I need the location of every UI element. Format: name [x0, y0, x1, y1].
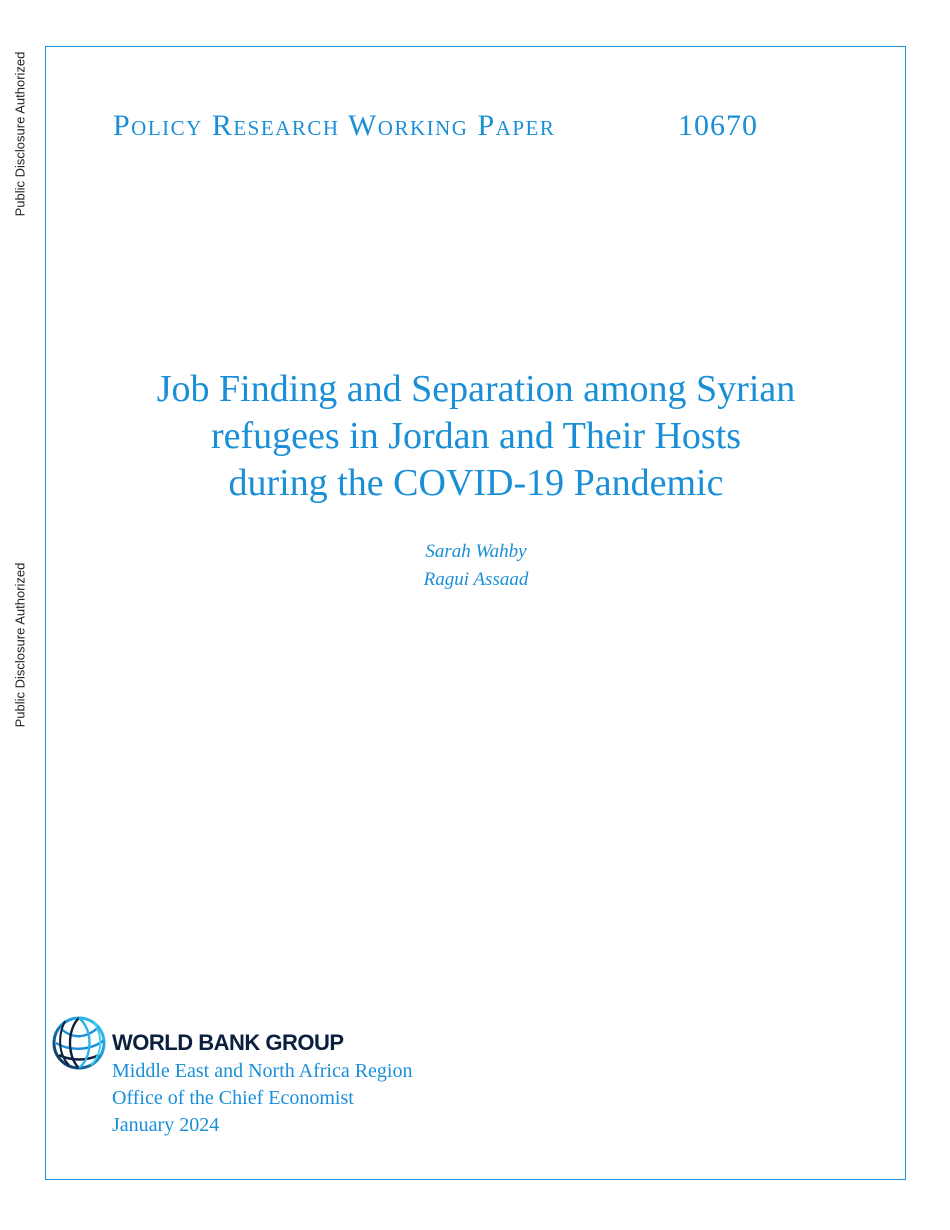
title-line-1: Job Finding and Separation among Syrian — [156, 368, 796, 410]
author-2: Ragui Assaad — [423, 569, 529, 590]
office-line: Office of the Chief Economist — [112, 1087, 354, 1109]
paper-number: 10670 — [678, 109, 758, 142]
public-disclosure-label-bottom: Public Disclosure Authorized — [12, 562, 28, 728]
date-line: January 2024 — [112, 1114, 220, 1136]
public-disclosure-label-top: Public Disclosure Authorized — [12, 51, 28, 217]
cover-frame — [45, 46, 906, 1180]
paper-title — [100, 366, 852, 507]
title-line-2: refugees in Jordan and Their Hosts — [210, 415, 742, 457]
logo-wordmark: WORLD BANK GROUP — [112, 1030, 344, 1055]
title-line-3: during the COVID-19 Pandemic — [228, 462, 724, 504]
series-header — [113, 108, 813, 144]
globe-icon — [51, 1015, 107, 1071]
publication-info — [112, 1058, 413, 1139]
series-title: Policy Research Working Paper — [113, 109, 556, 142]
region-line: Middle East and North Africa Region — [112, 1060, 413, 1082]
author-list — [100, 538, 852, 594]
author-1: Sarah Wahby — [425, 541, 527, 562]
